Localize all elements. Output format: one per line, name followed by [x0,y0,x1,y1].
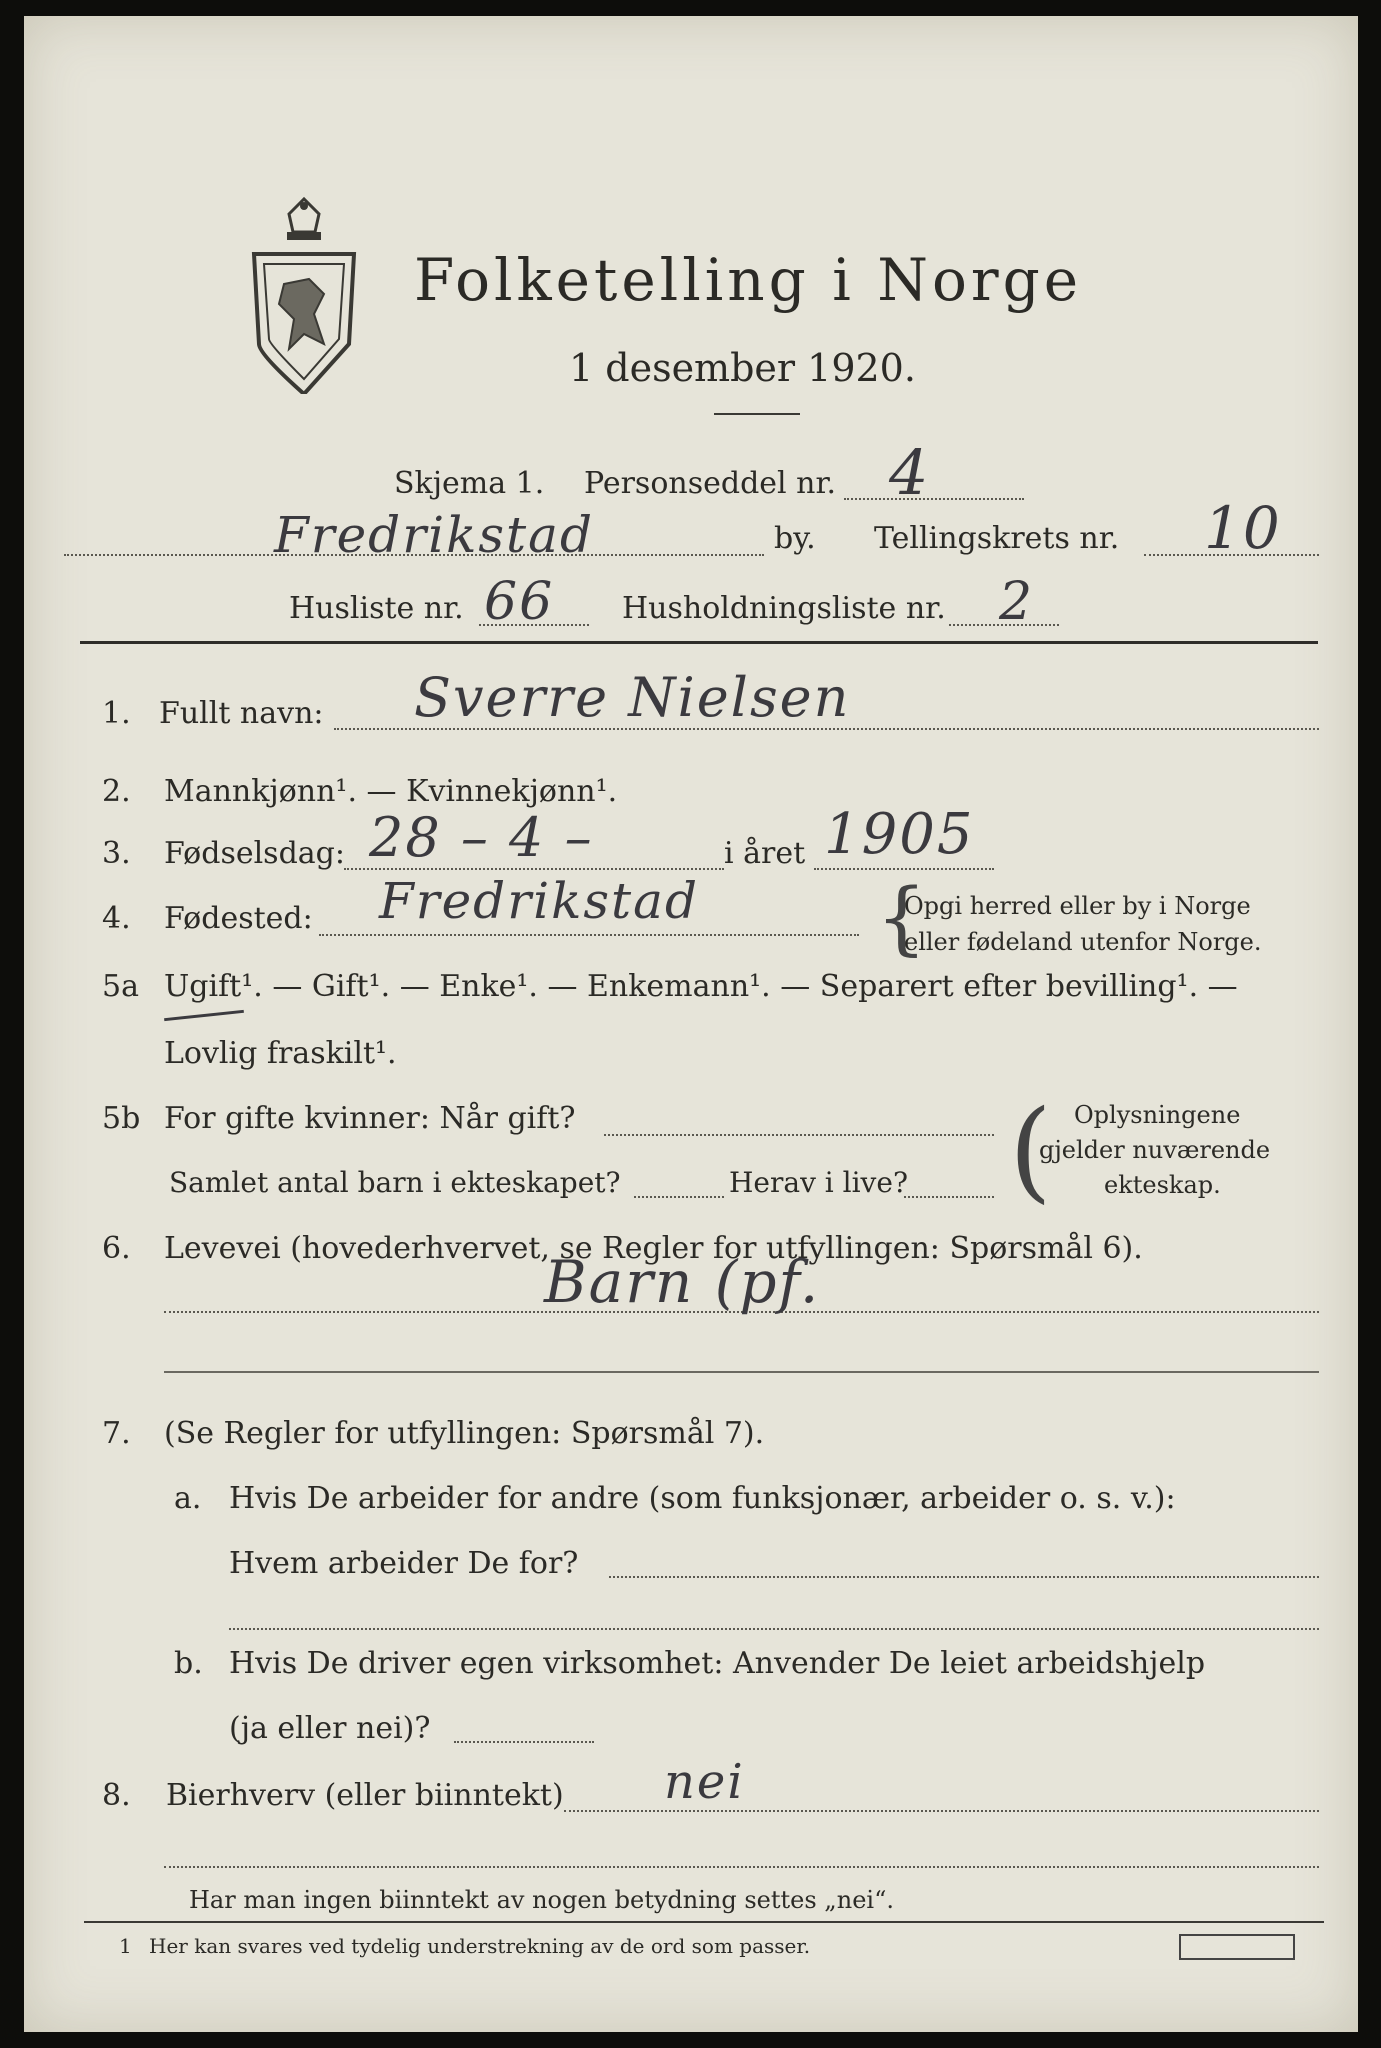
q6-line-2 [164,1371,1319,1373]
q7a-line-2 [229,1628,1319,1630]
q5b-married-line [604,1134,994,1136]
q7-text: (Se Regler for utfyllingen: Spørsmål 7). [164,1416,765,1451]
husholdning-value[interactable]: 2 [999,572,1035,632]
q8-value[interactable]: nei [664,1754,745,1810]
q5b-children-line [634,1196,724,1198]
q4-line [319,934,859,936]
q3-label: Fødselsdag: [164,836,345,871]
city-value[interactable]: Fredrikstad [274,506,594,564]
q8-number: 8. [102,1778,131,1813]
q5b-note-1: Oplysningene [1074,1101,1241,1129]
q7b-number: b. [174,1646,203,1681]
q4-number: 4. [102,901,131,936]
q5b-label: For gifte kvinner: Når gift? [164,1101,576,1136]
q5b-label-3: Herav i live? [729,1166,908,1199]
page-title: Folketelling i Norge [414,246,1083,314]
q8-label: Bierhverv (eller biinntekt) [166,1778,564,1813]
footer-note: Har man ingen biinntekt av nogen betydning settes „nei“. [189,1886,894,1914]
q1-number: 1. [102,696,131,731]
q7a-number: a. [174,1481,202,1516]
q7a-line-1 [609,1576,1319,1578]
q5b-alive-line [904,1196,994,1198]
husliste-value[interactable]: 66 [484,572,555,632]
personseddel-label: Personseddel nr. [584,466,837,501]
q7a-text-2: Hvem arbeider De for? [229,1546,579,1581]
q5a-text-2: Lovlig fraskilt¹. [164,1036,397,1071]
q5a-number: 5a [102,969,139,1004]
footnote-text: Her kan svares ved tydelig understrekning av de ord som passer. [149,1934,811,1958]
q2-number: 2. [102,774,131,809]
q4-note-2: eller fødeland utenfor Norge. [904,928,1262,956]
census-form-page [24,16,1358,2032]
q2-text: Mannkjønn¹. — Kvinnekjønn¹. [164,774,618,809]
tellingskrets-value[interactable]: 10 [1204,494,1282,562]
q4-brace: { [876,871,927,964]
q4-value[interactable]: Fredrikstad [379,872,699,930]
title-divider [714,413,800,415]
q7b-text: Hvis De driver egen virksomhet: Anvender De leiet arbeidshjelp [229,1646,1206,1681]
header-rule [80,641,1318,644]
q7a-text: Hvis De arbeider for andre (som funksjonær, arbeider o. s. v.): [229,1481,1176,1516]
husliste-label: Husliste nr. [289,591,464,626]
q5b-note-2: gjelder nuværende [1039,1136,1271,1164]
q5a-text: Ugift¹. — Gift¹. — Enke¹. — Enkemann¹. — Separert efter bevilling¹. — [164,969,1238,1004]
q3-year-line [814,868,994,870]
q4-label: Fødested: [164,901,313,936]
q5b-brace: ( [1009,1086,1052,1214]
q6-value[interactable]: Barn (pf. [544,1248,821,1316]
q8-line-1 [564,1810,1319,1812]
q7-number: 7. [102,1416,131,1451]
skjema-label: Skjema 1. [394,466,545,501]
q7b-text-2: (ja eller nei)? [229,1711,431,1746]
q6-text: Levevei (hovederhvervet, se Regler for utfyllingen: Spørsmål 6). [164,1231,1143,1266]
q8-line-2 [164,1866,1319,1868]
q5b-note-3: ekteskap. [1104,1171,1221,1199]
by-label: by. [774,521,816,556]
husholdning-label: Husholdningsliste nr. [622,591,946,626]
personseddel-value[interactable]: 4 [889,436,931,509]
printer-stamp [1179,1934,1295,1960]
norway-coat-of-arms-icon [249,194,359,394]
page-subtitle: 1 desember 1920. [569,346,916,390]
q7b-line [454,1741,594,1743]
q1-label: Fullt navn: [159,696,324,731]
footer-rule [84,1921,1324,1923]
q3-year-label: i året [724,836,806,871]
q3-day-value[interactable]: 28 – 4 – [369,806,594,869]
q5b-label-2: Samlet antal barn i ekteskapet? [169,1166,621,1199]
q3-year-value[interactable]: 1905 [824,802,975,867]
q5a-ugift-underline [164,1010,244,1021]
footnote-mark: 1 [119,1934,132,1958]
q1-value[interactable]: Sverre Nielsen [414,666,851,729]
q4-note-1: Opgi herred eller by i Norge [904,892,1251,920]
tellingskrets-label: Tellingskrets nr. [874,521,1120,556]
q6-number: 6. [102,1231,131,1266]
q3-number: 3. [102,836,131,871]
q5b-number: 5b [102,1101,141,1136]
personseddel-line [844,498,1024,500]
